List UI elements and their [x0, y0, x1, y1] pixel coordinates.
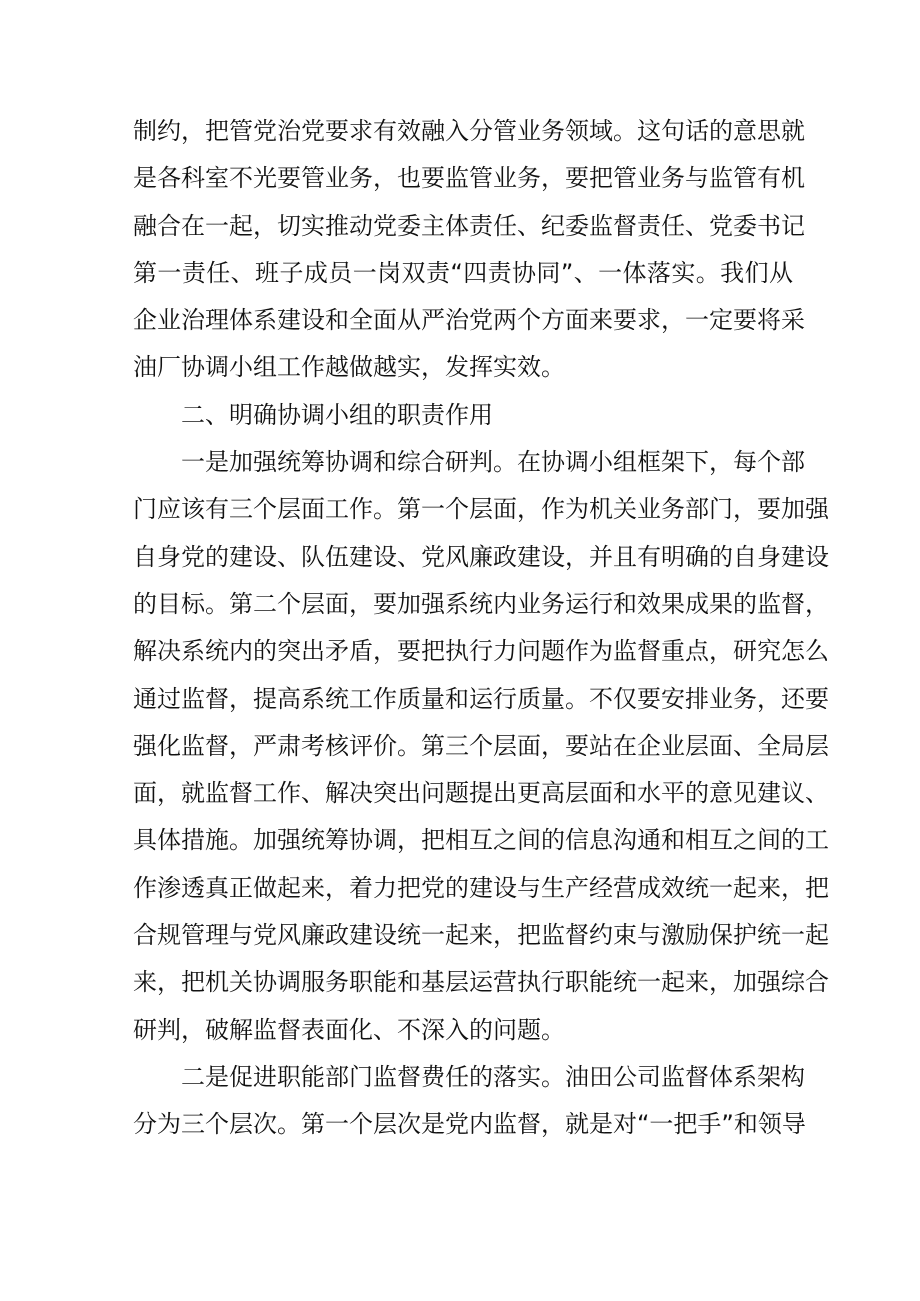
text-line: 作渗透真正做起来，着力把党的建设与生产经营成效统一起来，把	[133, 873, 829, 902]
text-line: 二是促进职能部门监督费任的落实。油田公司监督体系架构	[181, 1062, 805, 1091]
text-line: 分为三个层次。第一个层次是党内监督，就是对“一把手”和领导	[133, 1110, 806, 1139]
text-line: 融合在一起，切实推动党委主体责任、纪委监督责任、党委书记	[133, 211, 805, 240]
text-line: 的目标。第二个层面，要加强系统内业务运行和效果成果的监督，	[133, 589, 829, 618]
text-line: 通过监督，提高系统工作质量和运行质量。不仅要安排业务，还要	[133, 684, 829, 713]
text-line: 企业治理体系建设和全面从严治党两个方面来要求，一定要将采	[133, 306, 805, 335]
text-line: 来，把机关协调服务职能和基层运营执行职能统一起来，加强综合	[133, 968, 829, 997]
text-line: 是各科室不光要管业务，也要监管业务，要把管业务与监管有机	[133, 164, 805, 193]
text-line: 具体措施。加强统筹协调，把相互之间的信息沟通和相互之间的工	[133, 826, 829, 855]
document-body	[133, 108, 829, 1149]
text-line: 油厂协调小组工作越做越实，发挥实效。	[133, 353, 565, 382]
text-line: 解决系统内的突出矛盾，要把执行力问题作为监督重点，研究怎么	[133, 637, 829, 666]
text-line: 门应该有三个层面工作。第一个层面，作为机关业务部门，要加强	[133, 495, 829, 524]
text-line: 合规管理与党风廉政建设统一起来，把监督约束与激励保护统一起	[133, 921, 829, 950]
section-heading: 二、明确协调小组的职责作用	[181, 400, 493, 429]
text-line: 一是加强统筹协调和综合研判。在协调小组框架下，每个部	[181, 448, 805, 477]
text-line: 研判，破解监督表面化、不深入的问题。	[133, 1015, 565, 1044]
text-line: 第一责任、班子成员一岗双责“四责协同”、一体落实。我们从	[133, 258, 793, 287]
text-line: 强化监督，严肃考核评价。第三个层面，要站在企业层面、全局层	[133, 731, 829, 760]
text-line: 自身党的建设、队伍建设、党风廉政建设，并且有明确的自身建设	[133, 542, 829, 571]
text-line: 面，就监督工作、解决突出问题提出更高层面和水平的意见建议、	[133, 779, 829, 808]
text-line: 制约，把管党治党要求有效融入分管业务领域。这句话的意思就	[133, 117, 805, 145]
